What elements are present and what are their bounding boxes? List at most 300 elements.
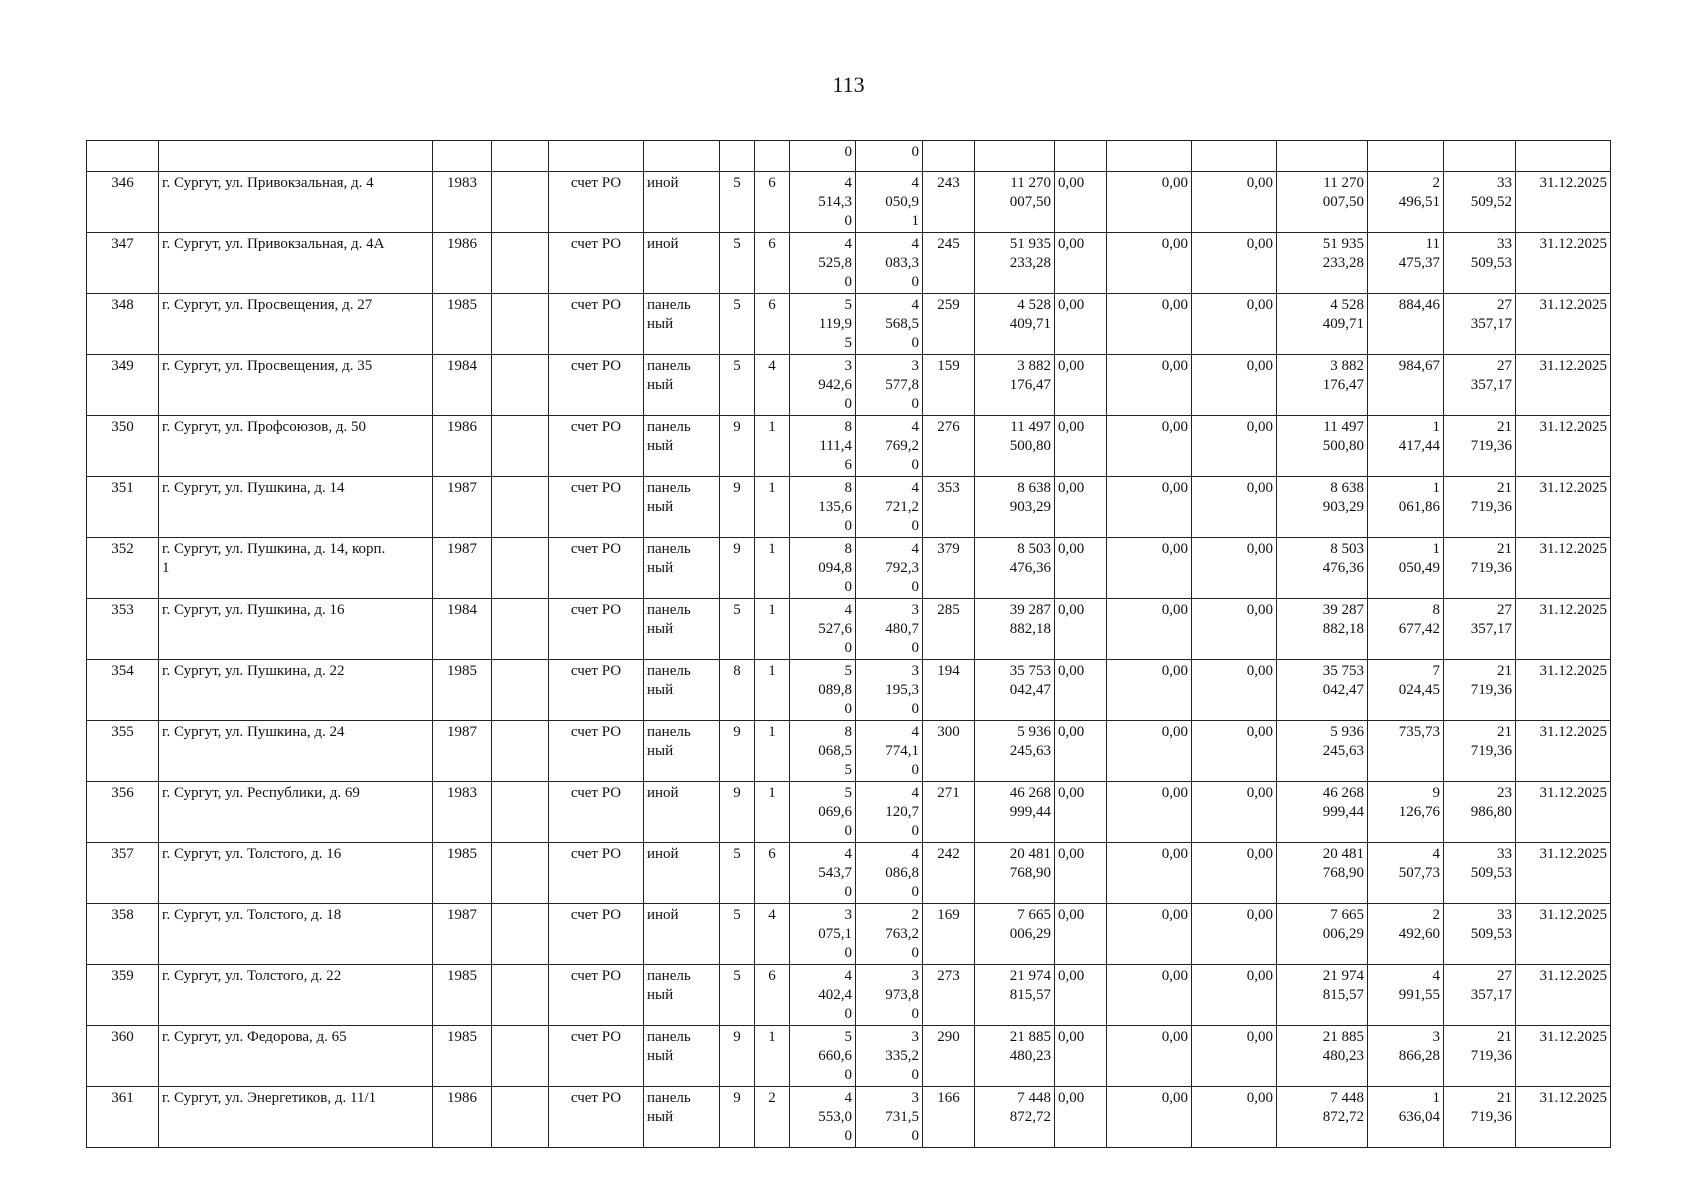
cell-unit-max: 21 719,36	[1444, 477, 1516, 538]
cell-year: 1985	[433, 1026, 492, 1087]
cell-wall: иной	[644, 782, 720, 843]
cell-address: г. Сургут, ул. Толстого, д. 18	[159, 904, 433, 965]
cell-cost-total: 4 528 409,71	[975, 294, 1055, 355]
cell-area-living: 4 774,1 0	[856, 721, 923, 782]
cell-no: 359	[87, 965, 159, 1026]
cell-address: г. Сургут, ул. Привокзальная, д. 4А	[159, 233, 433, 294]
cell-unit-max: 27 357,17	[1444, 599, 1516, 660]
cell-unit-max: 21 719,36	[1444, 1087, 1516, 1148]
cell-area-living: 3 480,7 0	[856, 599, 923, 660]
cell-deadline: 31.12.2025	[1516, 1087, 1611, 1148]
cell-cost-total: 5 936 245,63	[975, 721, 1055, 782]
cell-unit-max: 33 509,53	[1444, 843, 1516, 904]
cell-fund-owners: 20 481 768,90	[1277, 843, 1368, 904]
cell-method: счет РО	[549, 294, 644, 355]
cell-empty	[720, 141, 755, 172]
cell-unit-cost: 1 417,44	[1368, 416, 1444, 477]
cell-wall: панель ный	[644, 538, 720, 599]
cell-floors: 5	[720, 904, 755, 965]
cell-empty	[492, 965, 549, 1026]
cell-no: 350	[87, 416, 159, 477]
cell-cost-total: 21 885 480,23	[975, 1026, 1055, 1087]
cell-fund-owners: 5 936 245,63	[1277, 721, 1368, 782]
cell-fund-local: 0,00	[1192, 416, 1277, 477]
cell-fund-local: 0,00	[1192, 904, 1277, 965]
cell-no: 361	[87, 1087, 159, 1148]
cell-entrances: 1	[755, 782, 790, 843]
cell-deadline: 31.12.2025	[1516, 233, 1611, 294]
cell-unit-max: 21 719,36	[1444, 660, 1516, 721]
cell-method: счет РО	[549, 599, 644, 660]
cell-no: 357	[87, 843, 159, 904]
cell-residents: 245	[923, 233, 975, 294]
cell-deadline: 31.12.2025	[1516, 660, 1611, 721]
cell-fund-local: 0,00	[1192, 477, 1277, 538]
cell-fund-reg: 0,00	[1107, 843, 1192, 904]
cell-unit-cost: 11 475,37	[1368, 233, 1444, 294]
cell-wall: панель ный	[644, 721, 720, 782]
cell-area-living: 4 792,3 0	[856, 538, 923, 599]
cell-area-total: 8 094,8 0	[790, 538, 856, 599]
cell-area-total: 4 525,8 0	[790, 233, 856, 294]
cell-fund-reg: 0,00	[1107, 1087, 1192, 1148]
cell-entrances: 6	[755, 843, 790, 904]
cell-unit-cost: 884,46	[1368, 294, 1444, 355]
cell-fund-local: 0,00	[1192, 538, 1277, 599]
cell-address: г. Сургут, ул. Республики, д. 69	[159, 782, 433, 843]
cell-fund-owners: 11 270 007,50	[1277, 172, 1368, 233]
cell-address: г. Сургут, ул. Просвещения, д. 27	[159, 294, 433, 355]
cell-fund-local: 0,00	[1192, 233, 1277, 294]
table-row	[87, 599, 1611, 660]
cell-address: г. Сургут, ул. Федорова, д. 65	[159, 1026, 433, 1087]
cell-entrances: 1	[755, 660, 790, 721]
cell-method: счет РО	[549, 965, 644, 1026]
cell-year: 1986	[433, 233, 492, 294]
cell-no: 353	[87, 599, 159, 660]
table-row	[87, 477, 1611, 538]
cell-area-total: 5 069,6 0	[790, 782, 856, 843]
cell-empty	[433, 141, 492, 172]
cell-fund-fed: 0,00	[1055, 416, 1107, 477]
cell-area-total: 5 119,9 5	[790, 294, 856, 355]
cell-empty	[492, 721, 549, 782]
cell-fund-owners: 3 882 176,47	[1277, 355, 1368, 416]
cell-floors: 9	[720, 782, 755, 843]
cell-method: счет РО	[549, 660, 644, 721]
cell-empty	[492, 1087, 549, 1148]
cell-area-living: 4 083,3 0	[856, 233, 923, 294]
cell-method: счет РО	[549, 721, 644, 782]
cell-cost-total: 46 268 999,44	[975, 782, 1055, 843]
cell-deadline: 31.12.2025	[1516, 904, 1611, 965]
cell-fund-reg: 0,00	[1107, 538, 1192, 599]
cell-fund-fed: 0,00	[1055, 355, 1107, 416]
cell-address: г. Сургут, ул. Просвещения, д. 35	[159, 355, 433, 416]
cell-method: счет РО	[549, 355, 644, 416]
cell-fund-local: 0,00	[1192, 1026, 1277, 1087]
cell-cost-total: 39 287 882,18	[975, 599, 1055, 660]
cell-entrances: 1	[755, 721, 790, 782]
cell-empty	[492, 660, 549, 721]
cell-fund-fed: 0,00	[1055, 538, 1107, 599]
cell-method: счет РО	[549, 782, 644, 843]
cell-cost-total: 3 882 176,47	[975, 355, 1055, 416]
cell-area-living: 3 731,5 0	[856, 1087, 923, 1148]
cell-empty	[492, 294, 549, 355]
cell-residents: 276	[923, 416, 975, 477]
cell-deadline: 31.12.2025	[1516, 477, 1611, 538]
cell-area-total: 8 111,4 6	[790, 416, 856, 477]
cell-fund-reg: 0,00	[1107, 782, 1192, 843]
cell-residents: 271	[923, 782, 975, 843]
cell-residents: 243	[923, 172, 975, 233]
cell-fund-local: 0,00	[1192, 355, 1277, 416]
cell-fund-owners: 7 448 872,72	[1277, 1087, 1368, 1148]
cell-fund-reg: 0,00	[1107, 1026, 1192, 1087]
cell-method: счет РО	[549, 416, 644, 477]
cell-wall: иной	[644, 233, 720, 294]
cell-address: г. Сургут, ул. Толстого, д. 16	[159, 843, 433, 904]
cell-deadline: 31.12.2025	[1516, 1026, 1611, 1087]
table-row	[87, 355, 1611, 416]
cell-unit-cost: 3 866,28	[1368, 1026, 1444, 1087]
cell-wall: панель ный	[644, 1026, 720, 1087]
cell-floors: 5	[720, 599, 755, 660]
cell-floors: 9	[720, 1087, 755, 1148]
cell-no: 349	[87, 355, 159, 416]
cell-fund-fed: 0,00	[1055, 904, 1107, 965]
cell-cost-total: 8 503 476,36	[975, 538, 1055, 599]
cell-residents: 159	[923, 355, 975, 416]
cell-unit-max: 23 986,80	[1444, 782, 1516, 843]
cell-area-living: 4 769,2 0	[856, 416, 923, 477]
cell-unit-max: 21 719,36	[1444, 1026, 1516, 1087]
cell-empty	[87, 141, 159, 172]
cell-fund-local: 0,00	[1192, 1087, 1277, 1148]
cell-entrances: 1	[755, 538, 790, 599]
cell-entrances: 1	[755, 416, 790, 477]
cell-deadline: 31.12.2025	[1516, 599, 1611, 660]
cell-fund-fed: 0,00	[1055, 843, 1107, 904]
cell-area-total: 4 527,6 0	[790, 599, 856, 660]
cell-fund-fed: 0,00	[1055, 1026, 1107, 1087]
cell-year: 1985	[433, 660, 492, 721]
cell-area-total: 5 660,6 0	[790, 1026, 856, 1087]
cell-unit-max: 33 509,53	[1444, 904, 1516, 965]
cell-year: 1985	[433, 294, 492, 355]
cell-unit-cost: 984,67	[1368, 355, 1444, 416]
cell-entrances: 6	[755, 294, 790, 355]
table-row	[87, 538, 1611, 599]
cell-entrances: 2	[755, 1087, 790, 1148]
cell-residents: 273	[923, 965, 975, 1026]
cell-fund-owners: 21 974 815,57	[1277, 965, 1368, 1026]
cell-year: 1983	[433, 172, 492, 233]
cell-address: г. Сургут, ул. Профсоюзов, д. 50	[159, 416, 433, 477]
cell-unit-max: 33 509,52	[1444, 172, 1516, 233]
cell-unit-cost: 4 991,55	[1368, 965, 1444, 1026]
cell-fund-fed: 0,00	[1055, 1087, 1107, 1148]
cell-fund-reg: 0,00	[1107, 599, 1192, 660]
cell-method: счет РО	[549, 172, 644, 233]
cell-no: 346	[87, 172, 159, 233]
cell-empty	[549, 141, 644, 172]
cell-empty	[492, 141, 549, 172]
cell-wall: панель ный	[644, 965, 720, 1026]
cell-unit-max: 33 509,53	[1444, 233, 1516, 294]
cell-fund-fed: 0,00	[1055, 233, 1107, 294]
cell-wall: панель ный	[644, 599, 720, 660]
cell-area-total: 8 135,6 0	[790, 477, 856, 538]
cell-method: счет РО	[549, 843, 644, 904]
cell-fund-reg: 0,00	[1107, 721, 1192, 782]
cell-floors: 9	[720, 721, 755, 782]
cell-deadline: 31.12.2025	[1516, 721, 1611, 782]
cell-unit-cost: 1 061,86	[1368, 477, 1444, 538]
cell-method: счет РО	[549, 1026, 644, 1087]
cell-entrances: 6	[755, 233, 790, 294]
cell-fund-owners: 7 665 006,29	[1277, 904, 1368, 965]
cell-no: 355	[87, 721, 159, 782]
cell-entrances: 6	[755, 965, 790, 1026]
table-row	[87, 843, 1611, 904]
cell-year: 1987	[433, 904, 492, 965]
cell-unit-max: 21 719,36	[1444, 538, 1516, 599]
cell-year: 1983	[433, 782, 492, 843]
cell-fund-reg: 0,00	[1107, 416, 1192, 477]
cell-area-total: 4 514,3 0	[790, 172, 856, 233]
cell-fund-fed: 0,00	[1055, 172, 1107, 233]
cell-floors: 9	[720, 538, 755, 599]
cell-unit-cost: 4 507,73	[1368, 843, 1444, 904]
cell-fund-reg: 0,00	[1107, 233, 1192, 294]
cell-wall: панель ный	[644, 660, 720, 721]
cell-empty	[492, 843, 549, 904]
cell-no: 356	[87, 782, 159, 843]
cell-empty	[492, 477, 549, 538]
cell-fund-local: 0,00	[1192, 172, 1277, 233]
cell-empty	[492, 599, 549, 660]
cell-entrances: 6	[755, 172, 790, 233]
cell-fund-owners: 35 753 042,47	[1277, 660, 1368, 721]
cell-residents: 166	[923, 1087, 975, 1148]
cell-year: 1984	[433, 599, 492, 660]
cell-empty	[492, 904, 549, 965]
cell-area-living: 4 050,9 1	[856, 172, 923, 233]
cell-floors: 9	[720, 477, 755, 538]
cell-area-living: 3 195,3 0	[856, 660, 923, 721]
cell-fund-local: 0,00	[1192, 965, 1277, 1026]
cell-unit-max: 21 719,36	[1444, 721, 1516, 782]
cell-fund-local: 0,00	[1192, 721, 1277, 782]
cell-fund-owners: 4 528 409,71	[1277, 294, 1368, 355]
cell-area-living: 4 120,7 0	[856, 782, 923, 843]
cell-fund-owners: 51 935 233,28	[1277, 233, 1368, 294]
cell-year: 1985	[433, 843, 492, 904]
cell-area-living: 0	[856, 141, 923, 172]
cell-area-living: 3 973,8 0	[856, 965, 923, 1026]
cell-wall: панель ный	[644, 1087, 720, 1148]
cell-unit-cost: 1 050,49	[1368, 538, 1444, 599]
cell-area-living: 3 335,2 0	[856, 1026, 923, 1087]
cell-empty	[1444, 141, 1516, 172]
table-row	[87, 172, 1611, 233]
housing-register-table	[86, 140, 1611, 1148]
cell-cost-total: 11 270 007,50	[975, 172, 1055, 233]
cell-empty	[755, 141, 790, 172]
cell-fund-fed: 0,00	[1055, 782, 1107, 843]
cell-unit-cost: 2 492,60	[1368, 904, 1444, 965]
cell-wall: панель ный	[644, 416, 720, 477]
cell-fund-reg: 0,00	[1107, 904, 1192, 965]
cell-year: 1985	[433, 965, 492, 1026]
cell-empty	[1107, 141, 1192, 172]
cell-entrances: 1	[755, 1026, 790, 1087]
cell-no: 352	[87, 538, 159, 599]
cell-cost-total: 7 665 006,29	[975, 904, 1055, 965]
cell-floors: 5	[720, 294, 755, 355]
cell-deadline: 31.12.2025	[1516, 538, 1611, 599]
cell-area-total: 3 942,6 0	[790, 355, 856, 416]
table-row	[87, 1087, 1611, 1148]
cell-fund-fed: 0,00	[1055, 660, 1107, 721]
cell-no: 360	[87, 1026, 159, 1087]
cell-wall: панель ный	[644, 294, 720, 355]
table-row	[87, 416, 1611, 477]
cell-deadline: 31.12.2025	[1516, 172, 1611, 233]
cell-empty	[492, 355, 549, 416]
cell-wall: панель ный	[644, 477, 720, 538]
cell-unit-cost: 9 126,76	[1368, 782, 1444, 843]
cell-address: г. Сургут, ул. Пушкина, д. 14	[159, 477, 433, 538]
cell-fund-owners: 8 503 476,36	[1277, 538, 1368, 599]
cell-area-living: 4 086,8 0	[856, 843, 923, 904]
table-row	[87, 721, 1611, 782]
cell-address: г. Сургут, ул. Пушкина, д. 14, корп. 1	[159, 538, 433, 599]
cell-entrances: 1	[755, 477, 790, 538]
cell-cost-total: 35 753 042,47	[975, 660, 1055, 721]
cell-floors: 9	[720, 416, 755, 477]
cell-residents: 285	[923, 599, 975, 660]
cell-cost-total: 51 935 233,28	[975, 233, 1055, 294]
cell-deadline: 31.12.2025	[1516, 843, 1611, 904]
cell-unit-cost: 7 024,45	[1368, 660, 1444, 721]
cell-unit-max: 27 357,17	[1444, 294, 1516, 355]
cell-empty	[492, 782, 549, 843]
cell-wall: иной	[644, 843, 720, 904]
cell-deadline: 31.12.2025	[1516, 782, 1611, 843]
cell-no: 351	[87, 477, 159, 538]
cell-empty	[492, 538, 549, 599]
cell-year: 1987	[433, 477, 492, 538]
cell-area-living: 4 568,5 0	[856, 294, 923, 355]
cell-fund-local: 0,00	[1192, 843, 1277, 904]
cell-empty	[1192, 141, 1277, 172]
cell-address: г. Сургут, ул. Толстого, д. 22	[159, 965, 433, 1026]
cell-empty	[492, 233, 549, 294]
cell-residents: 194	[923, 660, 975, 721]
cell-wall: иной	[644, 904, 720, 965]
cell-area-living: 2 763,2 0	[856, 904, 923, 965]
cell-empty	[492, 172, 549, 233]
cell-empty	[492, 1026, 549, 1087]
cell-fund-owners: 11 497 500,80	[1277, 416, 1368, 477]
cell-floors: 5	[720, 233, 755, 294]
cell-no: 354	[87, 660, 159, 721]
cell-cost-total: 7 448 872,72	[975, 1087, 1055, 1148]
cell-cost-total: 11 497 500,80	[975, 416, 1055, 477]
cell-unit-max: 21 719,36	[1444, 416, 1516, 477]
cell-floors: 5	[720, 355, 755, 416]
cell-address: г. Сургут, ул. Пушкина, д. 16	[159, 599, 433, 660]
cell-fund-owners: 46 268 999,44	[1277, 782, 1368, 843]
cell-fund-local: 0,00	[1192, 782, 1277, 843]
cell-year: 1986	[433, 416, 492, 477]
cell-unit-cost: 2 496,51	[1368, 172, 1444, 233]
cell-empty	[644, 141, 720, 172]
cell-fund-reg: 0,00	[1107, 294, 1192, 355]
cell-fund-fed: 0,00	[1055, 599, 1107, 660]
cell-residents: 259	[923, 294, 975, 355]
cell-deadline: 31.12.2025	[1516, 294, 1611, 355]
cell-area-total: 4 543,7 0	[790, 843, 856, 904]
cell-no: 347	[87, 233, 159, 294]
cell-area-total: 5 089,8 0	[790, 660, 856, 721]
cell-address: г. Сургут, ул. Пушкина, д. 24	[159, 721, 433, 782]
cell-area-living: 3 577,8 0	[856, 355, 923, 416]
cell-empty	[1055, 141, 1107, 172]
cell-fund-reg: 0,00	[1107, 660, 1192, 721]
cell-year: 1987	[433, 721, 492, 782]
cell-floors: 5	[720, 172, 755, 233]
cell-residents: 300	[923, 721, 975, 782]
cell-area-living: 4 721,2 0	[856, 477, 923, 538]
cell-area-total: 8 068,5 5	[790, 721, 856, 782]
cell-fund-fed: 0,00	[1055, 721, 1107, 782]
cell-empty	[1368, 141, 1444, 172]
cell-entrances: 4	[755, 355, 790, 416]
cell-empty	[159, 141, 433, 172]
cell-unit-cost: 735,73	[1368, 721, 1444, 782]
cell-cost-total: 20 481 768,90	[975, 843, 1055, 904]
cell-empty	[492, 416, 549, 477]
cell-unit-max: 27 357,17	[1444, 965, 1516, 1026]
cell-wall: панель ный	[644, 355, 720, 416]
table-row	[87, 294, 1611, 355]
cell-fund-fed: 0,00	[1055, 477, 1107, 538]
cell-area-total: 3 075,1 0	[790, 904, 856, 965]
cell-empty	[1516, 141, 1611, 172]
cell-fund-reg: 0,00	[1107, 965, 1192, 1026]
cell-empty	[923, 141, 975, 172]
table-body	[87, 141, 1611, 1148]
cell-address: г. Сургут, ул. Пушкина, д. 22	[159, 660, 433, 721]
cell-deadline: 31.12.2025	[1516, 416, 1611, 477]
cell-wall: иной	[644, 172, 720, 233]
table-row	[87, 904, 1611, 965]
table-row	[87, 1026, 1611, 1087]
cell-area-total: 0	[790, 141, 856, 172]
cell-fund-reg: 0,00	[1107, 355, 1192, 416]
cell-floors: 5	[720, 843, 755, 904]
cell-residents: 353	[923, 477, 975, 538]
cell-fund-owners: 21 885 480,23	[1277, 1026, 1368, 1087]
cell-entrances: 1	[755, 599, 790, 660]
cell-no: 358	[87, 904, 159, 965]
cell-method: счет РО	[549, 477, 644, 538]
cell-fund-local: 0,00	[1192, 294, 1277, 355]
